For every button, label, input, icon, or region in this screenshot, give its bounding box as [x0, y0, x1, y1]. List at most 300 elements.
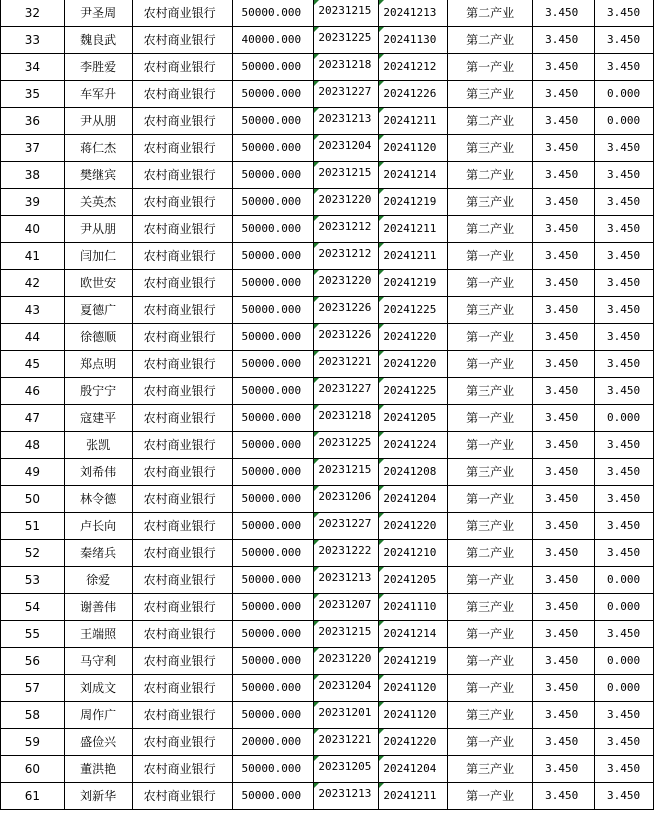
borrower-name-cell[interactable]: [64, 108, 132, 135]
subsidy-rate-cell[interactable]: [594, 0, 653, 27]
subsidy-rate-cell[interactable]: [594, 243, 653, 270]
industry-cell[interactable]: [448, 648, 533, 675]
loan-amount-cell[interactable]: [233, 297, 314, 324]
borrower-name-cell[interactable]: [64, 162, 132, 189]
row-index-cell[interactable]: [1, 189, 65, 216]
interest-rate-cell[interactable]: [533, 27, 595, 54]
start-date-cell[interactable]: [314, 270, 379, 297]
interest-rate-cell[interactable]: [533, 162, 595, 189]
start-date-cell[interactable]: [314, 594, 379, 621]
bank-name-cell[interactable]: [132, 135, 233, 162]
end-date-cell[interactable]: [379, 108, 448, 135]
loan-amount-cell[interactable]: [233, 648, 314, 675]
borrower-name-cell[interactable]: [64, 702, 132, 729]
subsidy-rate-cell[interactable]: [594, 594, 653, 621]
bank-name-cell[interactable]: [132, 351, 233, 378]
interest-rate-cell[interactable]: [533, 378, 595, 405]
loan-amount-cell[interactable]: [233, 702, 314, 729]
interest-rate-cell[interactable]: [533, 405, 595, 432]
subsidy-rate-cell[interactable]: [594, 135, 653, 162]
row-index-cell[interactable]: [1, 351, 65, 378]
end-date-cell[interactable]: [379, 27, 448, 54]
interest-rate: 3.450: [545, 681, 579, 694]
end-date-cell[interactable]: [379, 513, 448, 540]
bank-name-cell[interactable]: [132, 594, 233, 621]
bank-name-cell[interactable]: [132, 486, 233, 513]
bank-name-cell[interactable]: [132, 675, 233, 702]
subsidy-rate-cell[interactable]: [594, 729, 653, 756]
interest-rate-cell[interactable]: [533, 540, 595, 567]
start-date: 20231218: [318, 409, 372, 422]
interest-rate-cell[interactable]: [533, 783, 595, 810]
industry-cell[interactable]: [448, 270, 533, 297]
row-index-cell[interactable]: [1, 81, 65, 108]
subsidy-rate: 3.450: [606, 438, 641, 451]
end-date-cell[interactable]: [379, 405, 448, 432]
subsidy-rate-cell[interactable]: [594, 783, 653, 810]
industry-cell[interactable]: [448, 675, 533, 702]
end-date-cell[interactable]: [379, 243, 448, 270]
start-date-cell[interactable]: [314, 0, 379, 27]
row-index-cell[interactable]: [1, 54, 65, 81]
table-row: [1, 324, 654, 351]
loan-amount-cell[interactable]: [233, 513, 314, 540]
row-index-cell[interactable]: [1, 0, 65, 27]
interest-rate-cell[interactable]: [533, 324, 595, 351]
end-date-cell[interactable]: [379, 594, 448, 621]
start-date-cell[interactable]: [314, 621, 379, 648]
loan-amount-cell[interactable]: [233, 567, 314, 594]
end-date-cell[interactable]: [379, 432, 448, 459]
green-corner-triangle-icon: [379, 81, 384, 86]
loan-amount-cell[interactable]: [233, 459, 314, 486]
loan-amount-cell[interactable]: [233, 486, 314, 513]
start-date-cell[interactable]: [314, 648, 379, 675]
bank-name-cell[interactable]: [132, 270, 233, 297]
bank-name-cell[interactable]: [132, 702, 233, 729]
industry-cell[interactable]: [448, 0, 533, 27]
row-index-cell[interactable]: [1, 135, 65, 162]
end-date-cell[interactable]: [379, 702, 448, 729]
loan-amount-cell[interactable]: [233, 54, 314, 81]
loan-amount-cell[interactable]: [233, 621, 314, 648]
end-date-cell[interactable]: [379, 486, 448, 513]
industry-cell[interactable]: [448, 405, 533, 432]
bank-name-cell[interactable]: [132, 621, 233, 648]
bank-name-cell[interactable]: [132, 297, 233, 324]
start-date-cell[interactable]: [314, 297, 379, 324]
industry-cell[interactable]: [448, 81, 533, 108]
industry-cell[interactable]: [448, 459, 533, 486]
bank-name-cell[interactable]: [132, 162, 233, 189]
industry: 第三产业: [466, 141, 515, 155]
bank-name-cell[interactable]: [132, 0, 233, 27]
borrower-name-cell[interactable]: [64, 459, 132, 486]
start-date-cell[interactable]: [314, 432, 379, 459]
borrower-name-cell[interactable]: [64, 216, 132, 243]
subsidy-rate-cell[interactable]: [594, 486, 653, 513]
subsidy-rate-cell[interactable]: [594, 567, 653, 594]
loan-amount-cell[interactable]: [233, 783, 314, 810]
row-index-cell[interactable]: [1, 621, 65, 648]
borrower-name-cell[interactable]: [64, 324, 132, 351]
row-index-cell[interactable]: [1, 216, 65, 243]
end-date-cell[interactable]: [379, 567, 448, 594]
interest-rate-cell[interactable]: [533, 567, 595, 594]
industry-cell[interactable]: [448, 351, 533, 378]
start-date-cell[interactable]: [314, 108, 379, 135]
start-date-cell[interactable]: [314, 162, 379, 189]
bank-name-cell[interactable]: [132, 540, 233, 567]
industry-cell[interactable]: [448, 783, 533, 810]
row-index-cell[interactable]: [1, 729, 65, 756]
green-corner-triangle-icon: [314, 108, 319, 113]
row-index-cell[interactable]: [1, 324, 65, 351]
start-date: 20231205: [318, 760, 372, 773]
row-index-cell[interactable]: [1, 108, 65, 135]
subsidy-rate-cell[interactable]: [594, 621, 653, 648]
interest-rate-cell[interactable]: [533, 513, 595, 540]
borrower-name-cell[interactable]: [64, 297, 132, 324]
subsidy-rate-cell[interactable]: [594, 702, 653, 729]
row-index-cell[interactable]: [1, 432, 65, 459]
row-index-cell[interactable]: [1, 567, 65, 594]
start-date-cell[interactable]: [314, 189, 379, 216]
end-date-cell[interactable]: [379, 675, 448, 702]
end-date-cell[interactable]: [379, 189, 448, 216]
row-index-cell[interactable]: [1, 27, 65, 54]
row-index-cell[interactable]: [1, 405, 65, 432]
end-date-cell[interactable]: [379, 324, 448, 351]
loan-amount-cell[interactable]: [233, 351, 314, 378]
bank-name-cell[interactable]: [132, 27, 233, 54]
borrower-name-cell[interactable]: [64, 567, 132, 594]
bank-name-cell[interactable]: [132, 459, 233, 486]
industry-cell[interactable]: [448, 27, 533, 54]
loan-amount-cell[interactable]: [233, 81, 314, 108]
start-date-cell[interactable]: [314, 324, 379, 351]
row-index-cell[interactable]: [1, 648, 65, 675]
interest-rate-cell[interactable]: [533, 729, 595, 756]
loan-amount: 50000.000: [241, 87, 302, 100]
start-date-cell[interactable]: [314, 729, 379, 756]
end-date-cell[interactable]: [379, 540, 448, 567]
borrower-name-cell[interactable]: [64, 378, 132, 405]
subsidy-rate-cell[interactable]: [594, 648, 653, 675]
interest-rate-cell[interactable]: [533, 621, 595, 648]
loan-amount-cell[interactable]: [233, 405, 314, 432]
industry-cell[interactable]: [448, 567, 533, 594]
subsidy-rate: 3.450: [606, 222, 641, 235]
bank-name-cell[interactable]: [132, 324, 233, 351]
end-date: 20241211: [383, 114, 437, 127]
row-index-cell[interactable]: [1, 162, 65, 189]
end-date: 20241120: [383, 141, 437, 154]
borrower-name-cell[interactable]: [64, 783, 132, 810]
subsidy-rate-cell[interactable]: [594, 270, 653, 297]
subsidy-rate-cell[interactable]: [594, 459, 653, 486]
industry-cell[interactable]: [448, 540, 533, 567]
subsidy-rate-cell[interactable]: [594, 297, 653, 324]
start-date-cell[interactable]: [314, 540, 379, 567]
bank-name-cell[interactable]: [132, 783, 233, 810]
subsidy-rate-cell[interactable]: [594, 540, 653, 567]
borrower-name-cell[interactable]: [64, 189, 132, 216]
interest-rate-cell[interactable]: [533, 0, 595, 27]
bank-name-cell[interactable]: [132, 378, 233, 405]
start-date-cell[interactable]: [314, 405, 379, 432]
industry-cell[interactable]: [448, 432, 533, 459]
bank-name-cell[interactable]: [132, 405, 233, 432]
row-index-cell[interactable]: [1, 270, 65, 297]
start-date-cell[interactable]: [314, 243, 379, 270]
bank-name-cell[interactable]: [132, 243, 233, 270]
start-date-cell[interactable]: [314, 675, 379, 702]
borrower-name-cell[interactable]: [64, 675, 132, 702]
borrower-name-cell[interactable]: [64, 243, 132, 270]
interest-rate-cell[interactable]: [533, 756, 595, 783]
row-index-cell[interactable]: [1, 297, 65, 324]
industry-cell[interactable]: [448, 594, 533, 621]
subsidy-rate-cell[interactable]: [594, 162, 653, 189]
borrower-name-cell[interactable]: [64, 432, 132, 459]
row-index-cell[interactable]: [1, 783, 65, 810]
subsidy-rate: 0.000: [606, 600, 641, 613]
industry-cell[interactable]: [448, 189, 533, 216]
subsidy-rate-cell[interactable]: [594, 432, 653, 459]
industry-cell[interactable]: [448, 378, 533, 405]
interest-rate-cell[interactable]: [533, 81, 595, 108]
industry-cell[interactable]: [448, 324, 533, 351]
interest-rate-cell[interactable]: [533, 459, 595, 486]
industry-cell[interactable]: [448, 162, 533, 189]
borrower-name-cell[interactable]: [64, 270, 132, 297]
subsidy-rate-cell[interactable]: [594, 27, 653, 54]
interest-rate-cell[interactable]: [533, 270, 595, 297]
row-index-cell[interactable]: [1, 513, 65, 540]
subsidy-rate-cell[interactable]: [594, 216, 653, 243]
start-date-cell[interactable]: [314, 459, 379, 486]
loan-amount-cell[interactable]: [233, 270, 314, 297]
interest-rate-cell[interactable]: [533, 648, 595, 675]
end-date-cell[interactable]: [379, 54, 448, 81]
loan-amount-cell[interactable]: [233, 216, 314, 243]
borrower-name-cell[interactable]: [64, 27, 132, 54]
end-date-cell[interactable]: [379, 756, 448, 783]
industry-cell[interactable]: [448, 513, 533, 540]
row-index-cell[interactable]: [1, 594, 65, 621]
interest-rate-cell[interactable]: [533, 189, 595, 216]
row-index-cell[interactable]: [1, 459, 65, 486]
borrower-name-cell[interactable]: [64, 351, 132, 378]
loan-amount-cell[interactable]: [233, 756, 314, 783]
bank-name-cell[interactable]: [132, 216, 233, 243]
subsidy-rate-cell[interactable]: [594, 378, 653, 405]
subsidy-rate-cell[interactable]: [594, 108, 653, 135]
interest-rate: 3.450: [545, 87, 579, 100]
start-date-cell[interactable]: [314, 783, 379, 810]
start-date-cell[interactable]: [314, 54, 379, 81]
interest-rate-cell[interactable]: [533, 486, 595, 513]
interest-rate-cell[interactable]: [533, 297, 595, 324]
bank-name-cell[interactable]: [132, 513, 233, 540]
industry: 第一产业: [466, 654, 515, 668]
end-date-cell[interactable]: [379, 297, 448, 324]
loan-amount-cell[interactable]: [233, 729, 314, 756]
subsidy-rate-cell[interactable]: [594, 189, 653, 216]
row-index-cell[interactable]: [1, 378, 65, 405]
industry-cell[interactable]: [448, 297, 533, 324]
start-date: 20231225: [318, 31, 372, 44]
loan-amount-cell[interactable]: [233, 108, 314, 135]
industry-cell[interactable]: [448, 621, 533, 648]
end-date-cell[interactable]: [379, 378, 448, 405]
borrower-name-cell[interactable]: [64, 540, 132, 567]
start-date-cell[interactable]: [314, 81, 379, 108]
borrower-name-cell[interactable]: [64, 594, 132, 621]
loan-amount-cell[interactable]: [233, 594, 314, 621]
loan-amount-cell[interactable]: [233, 189, 314, 216]
subsidy-rate: 3.450: [606, 492, 641, 505]
start-date-cell[interactable]: [314, 486, 379, 513]
loan-amount-cell[interactable]: [233, 540, 314, 567]
start-date-cell[interactable]: [314, 135, 379, 162]
borrower-name-cell[interactable]: [64, 621, 132, 648]
borrower-name-cell[interactable]: [64, 486, 132, 513]
green-corner-triangle-icon: [379, 621, 384, 626]
loan-amount-cell[interactable]: [233, 378, 314, 405]
subsidy-rate-cell[interactable]: [594, 513, 653, 540]
loan-amount: 50000.000: [241, 465, 302, 478]
industry-cell[interactable]: [448, 135, 533, 162]
industry-cell[interactable]: [448, 243, 533, 270]
subsidy-rate-cell[interactable]: [594, 675, 653, 702]
loan-amount-cell[interactable]: [233, 162, 314, 189]
bank-name-cell[interactable]: [132, 189, 233, 216]
end-date-cell[interactable]: [379, 0, 448, 27]
industry-cell[interactable]: [448, 216, 533, 243]
interest-rate: 3.450: [545, 357, 579, 370]
bank-name-cell[interactable]: [132, 648, 233, 675]
start-date-cell[interactable]: [314, 378, 379, 405]
borrower-name-cell[interactable]: [64, 405, 132, 432]
bank-name-cell[interactable]: [132, 567, 233, 594]
start-date-cell[interactable]: [314, 351, 379, 378]
bank-name-cell[interactable]: [132, 108, 233, 135]
subsidy-rate-cell[interactable]: [594, 756, 653, 783]
bank-name-cell[interactable]: [132, 756, 233, 783]
borrower-name-cell[interactable]: [64, 729, 132, 756]
subsidy-rate: 0.000: [606, 681, 641, 694]
industry-cell[interactable]: [448, 729, 533, 756]
interest-rate-cell[interactable]: [533, 243, 595, 270]
start-date-cell[interactable]: [314, 216, 379, 243]
subsidy-rate-cell[interactable]: [594, 81, 653, 108]
start-date-cell[interactable]: [314, 702, 379, 729]
end-date-cell[interactable]: [379, 648, 448, 675]
borrower-name-cell[interactable]: [64, 513, 132, 540]
end-date-cell[interactable]: [379, 729, 448, 756]
start-date: 20231221: [318, 355, 372, 368]
bank-name-cell[interactable]: [132, 432, 233, 459]
loan-amount-cell[interactable]: [233, 432, 314, 459]
loan-amount-cell[interactable]: [233, 675, 314, 702]
loan-amount-cell[interactable]: [233, 0, 314, 27]
start-date-cell[interactable]: [314, 567, 379, 594]
row-index-cell[interactable]: [1, 675, 65, 702]
borrower-name-cell[interactable]: [64, 135, 132, 162]
bank-name-cell[interactable]: [132, 54, 233, 81]
end-date: 20241220: [383, 357, 437, 370]
start-date-cell[interactable]: [314, 27, 379, 54]
loan-amount: 50000.000: [241, 384, 302, 397]
end-date-cell[interactable]: [379, 216, 448, 243]
interest-rate-cell[interactable]: [533, 675, 595, 702]
interest-rate-cell[interactable]: [533, 432, 595, 459]
interest-rate-cell[interactable]: [533, 54, 595, 81]
borrower-name: 马守利: [80, 654, 117, 668]
end-date-cell[interactable]: [379, 783, 448, 810]
subsidy-rate: 3.450: [606, 249, 641, 262]
loan-amount-cell[interactable]: [233, 324, 314, 351]
interest-rate-cell[interactable]: [533, 216, 595, 243]
loan-amount: 50000.000: [241, 546, 302, 559]
borrower-name-cell[interactable]: [64, 648, 132, 675]
loan-amount-cell[interactable]: [233, 243, 314, 270]
subsidy-rate-cell[interactable]: [594, 54, 653, 81]
row-index-cell[interactable]: [1, 702, 65, 729]
industry-cell[interactable]: [448, 108, 533, 135]
start-date-cell[interactable]: [314, 513, 379, 540]
subsidy-rate-cell[interactable]: [594, 405, 653, 432]
interest-rate-cell[interactable]: [533, 351, 595, 378]
loan-amount-cell[interactable]: [233, 135, 314, 162]
interest-rate-cell[interactable]: [533, 702, 595, 729]
borrower-name-cell[interactable]: [64, 54, 132, 81]
borrower-name-cell[interactable]: [64, 0, 132, 27]
subsidy-rate-cell[interactable]: [594, 351, 653, 378]
bank-name-cell[interactable]: [132, 729, 233, 756]
end-date-cell[interactable]: [379, 270, 448, 297]
end-date-cell[interactable]: [379, 81, 448, 108]
end-date-cell[interactable]: [379, 621, 448, 648]
borrower-name-cell[interactable]: [64, 81, 132, 108]
subsidy-rate-cell[interactable]: [594, 324, 653, 351]
borrower-name: 关英杰: [80, 195, 117, 209]
end-date-cell[interactable]: [379, 135, 448, 162]
row-index-cell[interactable]: [1, 486, 65, 513]
start-date-cell[interactable]: [314, 756, 379, 783]
bank-name-cell[interactable]: [132, 81, 233, 108]
row-index-cell[interactable]: [1, 243, 65, 270]
green-corner-triangle-icon: [314, 351, 319, 356]
end-date-cell[interactable]: [379, 351, 448, 378]
row-index-cell[interactable]: [1, 756, 65, 783]
industry-cell[interactable]: [448, 756, 533, 783]
interest-rate-cell[interactable]: [533, 594, 595, 621]
end-date-cell[interactable]: [379, 459, 448, 486]
row-index: 47: [24, 411, 40, 425]
end-date-cell[interactable]: [379, 162, 448, 189]
row-index-cell[interactable]: [1, 540, 65, 567]
borrower-name-cell[interactable]: [64, 756, 132, 783]
interest-rate-cell[interactable]: [533, 108, 595, 135]
industry-cell[interactable]: [448, 54, 533, 81]
loan-amount-cell[interactable]: [233, 27, 314, 54]
industry-cell[interactable]: [448, 702, 533, 729]
industry-cell[interactable]: [448, 486, 533, 513]
interest-rate-cell[interactable]: [533, 135, 595, 162]
